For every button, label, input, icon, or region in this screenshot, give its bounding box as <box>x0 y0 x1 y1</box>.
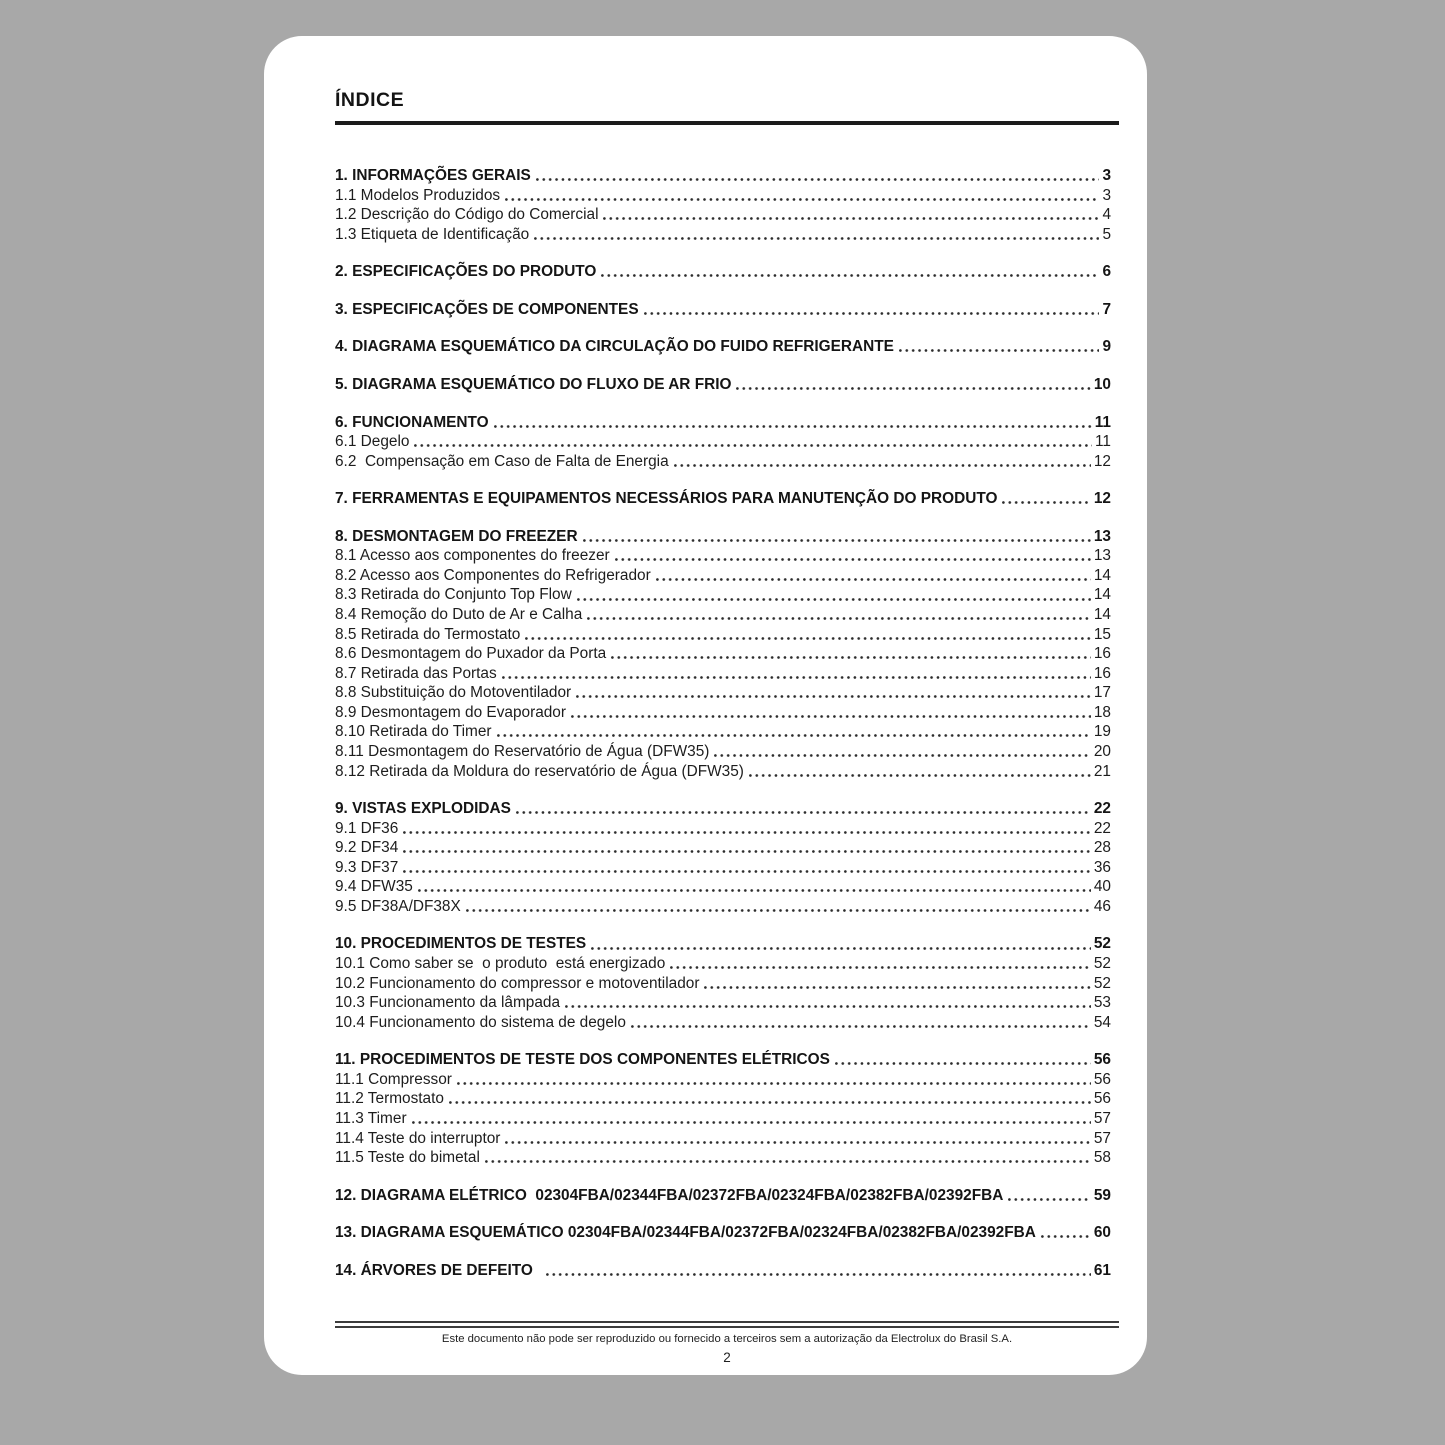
toc-row <box>335 1089 1111 1109</box>
dot-leader <box>494 425 1092 428</box>
toc-entry-label: 8. DESMONTAGEM DO FREEZER <box>335 527 578 545</box>
toc-entry-label: 11. PROCEDIMENTOS DE TESTE DOS COMPONENTES ELÉTRICOS <box>335 1051 830 1069</box>
toc-entry-label: 6.1 Degelo <box>335 433 410 451</box>
title-rule <box>335 121 1119 125</box>
toc-entry-page: 58 <box>1093 1149 1111 1167</box>
page-title: ÍNDICE <box>335 89 405 111</box>
toc-entry-page: 59 <box>1093 1186 1111 1204</box>
toc-row <box>335 527 1111 547</box>
dot-leader <box>631 1025 1091 1028</box>
toc-row <box>335 897 1111 917</box>
toc-row <box>335 432 1111 452</box>
toc-row <box>335 1013 1111 1033</box>
toc-entry-label: 8.7 Retirada das Portas <box>335 664 497 682</box>
toc-entry-label: 8.2 Acesso aos Componentes do Refrigerador <box>335 566 651 584</box>
toc-entry-page: 19 <box>1093 723 1111 741</box>
dot-leader <box>615 558 1091 561</box>
toc-entry-page: 18 <box>1093 703 1111 721</box>
toc-entry-label: 8.5 Retirada do Termostato <box>335 625 521 643</box>
toc-row <box>335 489 1111 509</box>
toc-row <box>335 858 1111 878</box>
toc-entry-label: 11.1 Compressor <box>335 1070 452 1088</box>
toc-entry-label: 10. PROCEDIMENTOS DE TESTES <box>335 935 587 953</box>
dot-leader <box>587 617 1091 620</box>
toc-entry-page: 36 <box>1093 858 1111 876</box>
toc-entry-label: 6. FUNCIONAMENTO <box>335 413 489 431</box>
toc-entry-page: 52 <box>1093 935 1111 953</box>
toc-entry-label: 11.2 Termostato <box>335 1090 444 1108</box>
toc-entry-page: 52 <box>1093 974 1111 992</box>
toc-entry-page: 52 <box>1093 955 1111 972</box>
dot-leader <box>1041 1235 1091 1238</box>
toc-row <box>335 337 1111 357</box>
dot-leader <box>412 1121 1091 1124</box>
toc-group <box>335 527 1111 781</box>
toc-row <box>335 1186 1111 1206</box>
toc-entry-label: 13. DIAGRAMA ESQUEMÁTICO 02304FBA/02344FBA/02372FBA/02324FBA/02382FBA/02392FBA <box>335 1224 1036 1242</box>
toc-entry-label: 8.3 Retirada do Conjunto Top Flow <box>335 586 572 604</box>
dot-leader <box>591 947 1091 950</box>
toc-row <box>335 166 1111 186</box>
toc-group <box>335 375 1111 395</box>
toc-entry-label: 9.5 DF38A/DF38X <box>335 897 461 915</box>
toc-row <box>335 838 1111 858</box>
toc-entry-label: 1.2 Descrição do Código do Comercial <box>335 206 599 224</box>
toc-row <box>335 877 1111 897</box>
toc-group <box>335 262 1111 282</box>
toc-entry-label: 2. ESPECIFICAÇÕES DO PRODUTO <box>335 263 597 281</box>
toc-row <box>335 799 1111 819</box>
dot-leader <box>736 387 1090 390</box>
toc-entry-label: 1.3 Etiqueta de Identificação <box>335 225 530 243</box>
toc-group <box>335 1223 1111 1243</box>
toc-entry-page: 56 <box>1093 1090 1111 1108</box>
dot-leader <box>403 870 1091 873</box>
dot-leader <box>644 312 1100 315</box>
toc-entry-page: 7 <box>1102 300 1111 318</box>
toc-row <box>335 452 1111 472</box>
toc-entry-label: 1. INFORMAÇÕES GERAIS <box>335 167 531 184</box>
toc-entry-page: 5 <box>1102 225 1111 243</box>
page-number: 2 <box>723 1350 731 1365</box>
toc-entry-label: 7. FERRAMENTAS E EQUIPAMENTOS NECESSÁRIOS PARA MANUTENÇÃO DO PRODUTO <box>335 490 998 508</box>
toc-row <box>335 1070 1111 1090</box>
toc-entry-page: 22 <box>1093 800 1111 818</box>
dot-leader <box>603 217 1099 220</box>
toc-entry-page: 22 <box>1093 819 1111 837</box>
toc-entry-label: 11.5 Teste do bimetal <box>335 1149 480 1167</box>
dot-leader <box>525 637 1091 640</box>
toc-entry-label: 8.8 Substituição do Motoventilador <box>335 684 572 702</box>
toc-entry-page: 12 <box>1093 452 1111 470</box>
toc-entry-page: 14 <box>1093 606 1111 623</box>
dot-leader <box>536 178 1100 181</box>
dot-leader <box>502 676 1091 679</box>
toc-entry-label: 11.3 Timer <box>335 1109 407 1127</box>
toc-row <box>335 954 1111 974</box>
toc-entry-label: 11.4 Teste do interruptor <box>335 1129 501 1147</box>
toc-row <box>335 703 1111 723</box>
toc-entry-page: 53 <box>1093 994 1111 1012</box>
dot-leader <box>466 909 1091 912</box>
toc-row <box>335 644 1111 664</box>
dot-leader <box>516 811 1091 814</box>
toc-entry-label: 10.2 Funcionamento do compressor e motoventilador <box>335 974 700 992</box>
dot-leader <box>403 850 1091 853</box>
toc-entry-label: 10.1 Como saber se o produto está energizado <box>335 955 666 972</box>
toc-entry-label: 1.1 Modelos Produzidos <box>335 186 501 204</box>
toc-entry-page: 16 <box>1093 664 1111 682</box>
toc-entry-page: 13 <box>1093 527 1111 545</box>
dot-leader <box>418 889 1091 892</box>
toc-row <box>335 1148 1111 1168</box>
toc-entry-page: 11 <box>1094 413 1111 431</box>
dot-leader <box>571 715 1091 718</box>
toc-row <box>335 664 1111 684</box>
dot-leader <box>704 986 1090 989</box>
dot-leader <box>611 656 1091 659</box>
toc-entry-label: 10.3 Funcionamento da lâmpada <box>335 994 561 1012</box>
toc-entry-page: 14 <box>1093 566 1111 584</box>
toc-entry-label: 8.12 Retirada da Moldura do reservatório de Água (DFW35) <box>335 762 744 780</box>
toc-entry-page: 28 <box>1093 839 1111 857</box>
dot-leader <box>497 734 1091 737</box>
toc-group <box>335 166 1111 244</box>
dot-leader <box>565 1005 1091 1008</box>
toc-row <box>335 722 1111 742</box>
toc-row <box>335 300 1111 320</box>
dot-leader <box>583 539 1091 542</box>
toc-entry-page: 11 <box>1095 433 1111 451</box>
page-footer <box>335 1321 1119 1375</box>
toc-entry-page: 17 <box>1093 684 1111 702</box>
toc-entry-label: 9.2 DF34 <box>335 839 399 857</box>
toc-entry-page: 3 <box>1102 186 1111 204</box>
toc-row <box>335 683 1111 703</box>
toc-entry-page: 46 <box>1093 897 1111 915</box>
toc-group <box>335 1186 1111 1206</box>
toc-entry-label: 8.10 Retirada do Timer <box>335 723 492 741</box>
dot-leader <box>485 1160 1091 1163</box>
dot-leader <box>749 774 1091 777</box>
toc-row <box>335 993 1111 1013</box>
toc-entry-page: 15 <box>1093 625 1111 643</box>
dot-leader <box>576 695 1091 698</box>
toc-entry-label: 5. DIAGRAMA ESQUEMÁTICO DO FLUXO DE AR FRIO <box>335 375 732 393</box>
dot-leader <box>1008 1198 1091 1201</box>
dot-leader <box>505 198 1099 201</box>
toc-row <box>335 1109 1111 1129</box>
dot-leader <box>577 598 1091 601</box>
toc-row <box>335 934 1111 954</box>
toc-entry-label: 9.4 DFW35 <box>335 878 413 896</box>
toc-entry-page: 13 <box>1093 547 1111 565</box>
toc-entry-label: 8.4 Remoção do Duto de Ar e Calha <box>335 606 583 623</box>
dot-leader <box>457 1082 1091 1085</box>
toc-entry-page: 4 <box>1102 206 1111 224</box>
toc-entry-label: 9. VISTAS EXPLODIDAS <box>335 800 511 818</box>
toc-row <box>335 1223 1111 1243</box>
toc-row <box>335 605 1111 625</box>
toc-row <box>335 205 1111 225</box>
toc-entry-label: 6.2 Compensação em Caso de Falta de Energia <box>335 452 669 470</box>
toc-row <box>335 262 1111 282</box>
toc-entry-page: 14 <box>1093 586 1111 604</box>
toc-row <box>335 625 1111 645</box>
toc-group <box>335 300 1111 320</box>
toc-row <box>335 413 1111 433</box>
dot-leader <box>674 464 1091 467</box>
toc-entry-label: 4. DIAGRAMA ESQUEMÁTICO DA CIRCULAÇÃO DO FUIDO REFRIGERANTE <box>335 338 894 356</box>
toc-entry-page: 20 <box>1093 742 1111 760</box>
toc-entry-label: 8.9 Desmontagem do Evaporador <box>335 703 566 721</box>
toc-entry-label: 8.11 Desmontagem do Reservatório de Água (DFW35) <box>335 742 710 760</box>
toc-entry-page: 60 <box>1093 1224 1111 1242</box>
toc-entry-label: 8.1 Acesso aos componentes do freezer <box>335 547 610 565</box>
toc-row <box>335 585 1111 605</box>
document-page <box>264 36 1147 1375</box>
toc-entry-page: 61 <box>1093 1261 1111 1279</box>
dot-leader <box>670 966 1091 969</box>
toc-group <box>335 337 1111 357</box>
toc-entry-label: 8.6 Desmontagem do Puxador da Porta <box>335 645 607 663</box>
toc-row <box>335 375 1111 395</box>
confidentiality-notice: Este documento não pode ser reproduzido ou fornecido a terceiros sem a autorização da Electrolux do Brasil S.A. <box>441 1333 1013 1345</box>
dot-leader <box>656 578 1091 581</box>
toc-row <box>335 546 1111 566</box>
toc-entry-label: 3. ESPECIFICAÇÕES DE COMPONENTES <box>335 300 639 318</box>
toc-entry-page: 10 <box>1093 375 1111 393</box>
toc-row <box>335 1261 1111 1281</box>
toc-row <box>335 186 1111 206</box>
dot-leader <box>714 754 1090 757</box>
toc-entry-page: 6 <box>1102 263 1111 281</box>
toc-row <box>335 566 1111 586</box>
toc-group <box>335 934 1111 1032</box>
dot-leader <box>1002 501 1090 504</box>
toc-group <box>335 413 1111 472</box>
toc-row <box>335 225 1111 245</box>
toc-row <box>335 974 1111 994</box>
toc-group <box>335 799 1111 916</box>
toc-entry-page: 3 <box>1102 167 1111 184</box>
toc-list <box>335 166 1119 1280</box>
toc-entry-page: 40 <box>1093 878 1111 896</box>
toc-entry-label: 14. ÁRVORES DE DEFEITO <box>335 1261 542 1279</box>
footer-rule <box>335 1321 1119 1328</box>
toc-row <box>335 762 1111 782</box>
dot-leader <box>403 831 1091 834</box>
dot-leader <box>449 1101 1091 1104</box>
toc-entry-page: 12 <box>1093 490 1111 508</box>
toc-entry-page: 56 <box>1093 1070 1111 1088</box>
toc-entry-page: 57 <box>1093 1129 1111 1147</box>
toc-group <box>335 1261 1111 1281</box>
toc-group <box>335 1050 1111 1167</box>
toc-entry-label: 9.3 DF37 <box>335 858 399 876</box>
toc-entry-label: 12. DIAGRAMA ELÉTRICO 02304FBA/02344FBA/02372FBA/02324FBA/02382FBA/02392FBA <box>335 1186 1004 1204</box>
dot-leader <box>414 444 1092 447</box>
dot-leader <box>601 274 1099 277</box>
toc-row <box>335 1129 1111 1149</box>
dot-leader <box>899 349 1100 352</box>
toc-entry-page: 56 <box>1093 1051 1111 1069</box>
toc-entry-page: 9 <box>1102 338 1111 356</box>
dot-leader <box>546 1273 1090 1276</box>
dot-leader <box>534 237 1099 240</box>
dot-leader <box>505 1141 1090 1144</box>
toc-entry-label: 10.4 Funcionamento do sistema de degelo <box>335 1013 626 1031</box>
toc-row <box>335 819 1111 839</box>
toc-row <box>335 1050 1111 1070</box>
toc-entry-page: 16 <box>1093 645 1111 663</box>
dot-leader <box>835 1062 1091 1065</box>
toc-entry-label: 9.1 DF36 <box>335 819 399 837</box>
toc-entry-page: 57 <box>1093 1109 1111 1127</box>
toc-row <box>335 742 1111 762</box>
toc-group <box>335 489 1111 509</box>
toc-entry-page: 54 <box>1093 1013 1111 1031</box>
toc-entry-page: 21 <box>1093 762 1111 780</box>
